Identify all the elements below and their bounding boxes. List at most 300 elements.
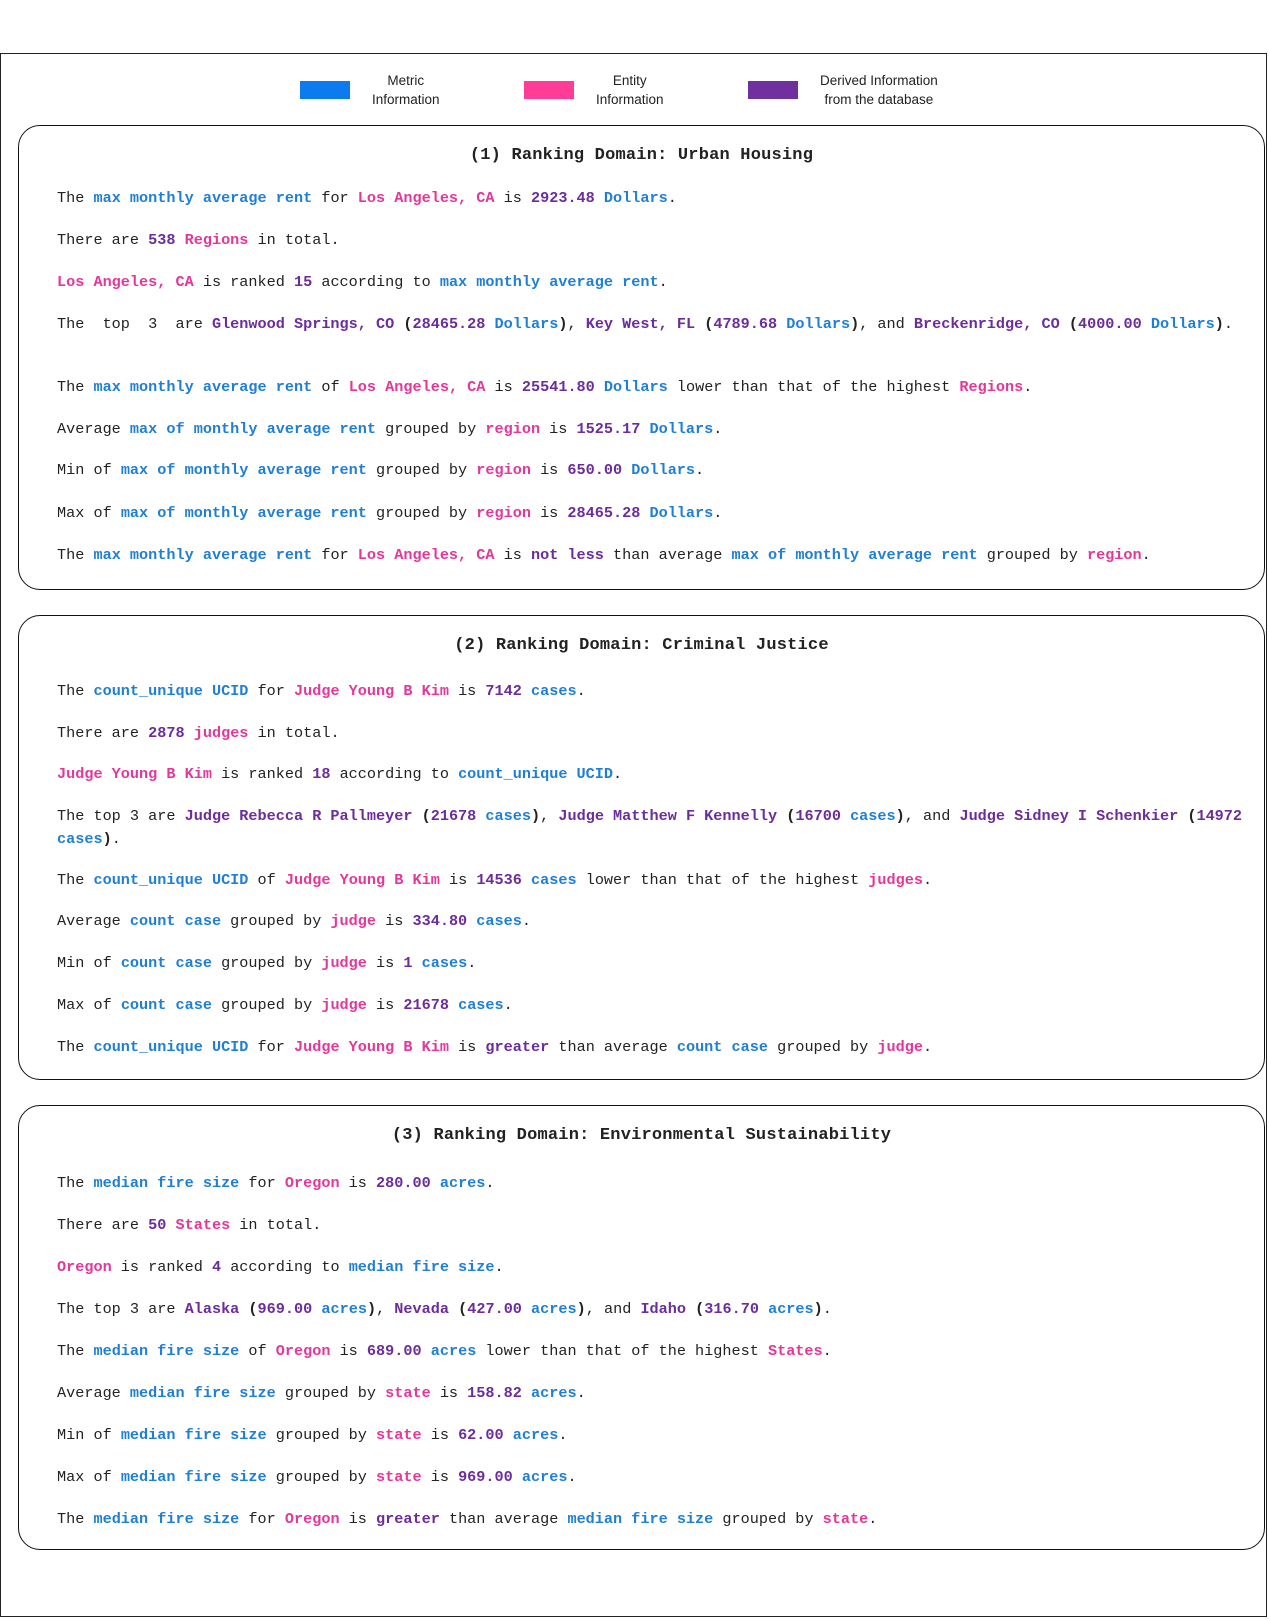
bold-text: ) [895,807,905,825]
plain-text [777,315,786,333]
sentence [57,229,1247,252]
plain-text: is [339,1174,377,1192]
plain-text [777,807,786,825]
bold-text: ( [1187,807,1197,825]
entity-text: Judge Young B Kim [294,682,449,700]
derived-text: 316.70 [704,1300,759,1318]
plain-text: is [330,1342,367,1360]
plain-text: for [248,682,294,700]
panel-title: (1) Ranking Domain: Urban Housing [469,146,814,165]
plain-text: Max of [57,996,121,1014]
bold-text: ) [576,1300,586,1318]
metric-text: max of monthly average rent [120,461,367,479]
metric-text: Dollars [494,315,559,333]
plain-text: grouped by [977,546,1087,564]
entity-text: judge [321,996,367,1014]
bold-text: ) [558,315,568,333]
metric-text: max of monthly average rent [731,546,978,564]
plain-text: is [421,1426,459,1444]
entity-text: Oregon [284,1174,340,1192]
plain-text: . [1023,378,1033,396]
plain-text [449,1300,458,1318]
derived-text: 689.00 [366,1342,422,1360]
plain-text: The [57,189,94,207]
plain-text [522,871,531,889]
entity-text: judge [321,954,367,972]
plain-text: is [494,189,531,207]
legend-item-metric [300,71,440,109]
plain-text [431,1174,440,1192]
entity-text: Judge Young B Kim [284,871,440,889]
metric-text: cases [531,682,577,700]
derived-text: 18 [312,765,331,783]
entity-text: state [822,1510,869,1528]
plain-text [622,461,631,479]
metric-text: Dollars [649,420,714,438]
bold-text: ( [458,1300,468,1318]
sentence [57,502,1247,525]
metric-text: count_unique UCID [93,682,249,700]
plain-text: grouped by [266,1426,377,1444]
plain-text [841,807,850,825]
plain-text: Max of [57,504,121,522]
plain-text: . [613,765,623,783]
plain-text: . [503,996,513,1014]
sentence [57,418,1247,441]
derived-text: Judge Matthew F Kennelly [558,807,778,825]
legend-swatch-derived [748,81,798,99]
sentence [57,1340,1247,1363]
entity-text: Oregon [57,1258,112,1276]
plain-text: . [558,1426,568,1444]
plain-text: The [57,546,94,564]
entity-text: Los Angeles, CA [357,546,495,564]
plain-text [513,1468,522,1486]
derived-text: 1 [403,954,413,972]
sentence [57,680,1247,703]
derived-text: not less [530,546,604,564]
plain-text: grouped by [211,996,322,1014]
entity-text: States [767,1342,823,1360]
derived-text: 538 [148,231,176,249]
plain-text: . [658,273,668,291]
plain-text: for [312,546,358,564]
entity-text: Regions [959,378,1024,396]
metric-text: Dollars [649,504,714,522]
plain-text [759,1300,768,1318]
entity-text: judges [193,724,249,742]
entity-text: judge [877,1038,923,1056]
derived-text: 50 [148,1216,167,1234]
plain-text: grouped by [266,1468,377,1486]
plain-text [1142,315,1151,333]
metric-text: acres [521,1468,568,1486]
metric-text: max monthly average rent [439,273,659,291]
metric-text: count case [129,912,222,930]
plain-text: is ranked [211,765,313,783]
plain-text: The [57,1174,94,1192]
plain-text: for [239,1510,285,1528]
plain-text: . [868,1510,878,1528]
metric-text: cases [57,830,103,848]
entity-text: States [175,1216,231,1234]
plain-text: in total. [248,724,340,742]
sentence [57,544,1247,567]
plain-text: Min of [57,461,121,479]
bold-text: ( [786,807,796,825]
sentence [57,1424,1247,1447]
panel-title: (3) Ranking Domain: Environmental Sustainability [391,1126,892,1145]
plain-text: Min of [57,954,121,972]
derived-text: 14536 [476,871,522,889]
plain-text: is [530,461,568,479]
plain-text: than average [549,1038,677,1056]
entity-text: state [385,1384,431,1402]
plain-text [595,189,604,207]
plain-text: , and [859,315,914,333]
bold-text: ( [248,1300,258,1318]
legend-label-derived-line2: from the database [824,92,934,107]
entity-text: region [476,461,531,479]
metric-text: acres [430,1342,477,1360]
sentence [57,952,1247,975]
bold-text: ( [695,1300,705,1318]
entity-text: Los Angeles, CA [348,378,486,396]
sentence [57,376,1247,399]
sentence [57,1466,1247,1489]
plain-text: . [922,871,933,889]
bold-text: ) [1214,315,1224,333]
entity-text: state [376,1426,422,1444]
bold-text: ) [813,1300,823,1318]
sentence [57,910,1247,933]
metric-text: acres [531,1300,577,1318]
metric-text: median fire size [348,1258,495,1276]
panel-criminal-justice [18,615,1265,1080]
plain-text: Max of [57,1468,121,1486]
plain-text: is ranked [193,273,294,291]
sentence [57,994,1247,1017]
plain-text: Average [57,1384,130,1402]
legend-label-entity-line2: Information [596,92,664,107]
plain-text [695,315,704,333]
plain-text: The top 3 are [57,315,212,333]
metric-text: cases [421,954,468,972]
plain-text: is [439,871,477,889]
plain-text [522,1384,531,1402]
plain-text [686,1300,695,1318]
plain-text [449,996,458,1014]
sentence [57,763,1247,786]
derived-text: greater [376,1510,440,1528]
derived-text: 1525.17 [576,420,641,438]
entity-text: Judge Young B Kim [57,765,212,783]
metric-text: median fire size [120,1468,267,1486]
metric-text: median fire size [120,1426,267,1444]
legend-label-entity-line1: Entity [612,73,647,88]
metric-text: Dollars [1150,315,1215,333]
sentence [57,459,1247,482]
derived-text: 280.00 [376,1174,431,1192]
derived-text: Glenwood Springs, CO [211,315,395,333]
derived-text: 2923.48 [530,189,595,207]
plain-text [185,724,194,742]
plain-text: than average [439,1510,568,1528]
plain-text: The [57,682,94,700]
sentence [57,1298,1247,1321]
plain-text: Average [57,420,130,438]
entity-text: Regions [184,231,249,249]
metric-text: count case [120,996,212,1014]
derived-text: 334.80 [412,912,468,930]
plain-text [394,315,403,333]
plain-text [166,1216,175,1234]
derived-text: greater [485,1038,550,1056]
plain-text: . [822,1300,832,1318]
entity-text: Oregon [284,1510,340,1528]
derived-text: Breckenridge, CO [913,315,1060,333]
derived-text: Key West, FL [585,315,696,333]
entity-text: Judge Young B Kim [294,1038,449,1056]
derived-text: 650.00 [567,461,623,479]
plain-text [504,1426,513,1444]
metric-text: max monthly average rent [93,546,313,564]
plain-text: The top 3 are [57,1300,185,1318]
plain-text: . [521,912,531,930]
plain-text [1178,807,1187,825]
derived-text: 427.00 [467,1300,522,1318]
sentence [57,1382,1247,1405]
plain-text: according to [312,273,440,291]
metric-text: max monthly average rent [93,378,313,396]
plain-text: lower than that of the highest [476,1342,768,1360]
sentence [57,313,1247,336]
plain-text: . [713,504,723,522]
plain-text: grouped by [767,1038,878,1056]
entity-text: region [1086,546,1142,564]
plain-text: The [57,378,94,396]
plain-text: . [713,420,723,438]
plain-text: is [366,954,404,972]
plain-text: grouped by [221,912,331,930]
plain-text: , [540,807,559,825]
plain-text: grouped by [713,1510,823,1528]
legend-swatch-entity [524,81,574,99]
plain-text [467,912,476,930]
bold-text: ) [531,807,541,825]
sentence [57,1508,1247,1531]
plain-text: . [1223,315,1233,333]
bold-text: ) [366,1300,377,1318]
plain-text: is [430,1384,468,1402]
legend-label-metric-line1: Metric [387,73,425,88]
derived-text: 4 [211,1258,222,1276]
plain-text: There are [57,231,149,249]
panel-title: (2) Ranking Domain: Criminal Justice [454,636,829,655]
metric-text: max monthly average rent [93,189,313,207]
metric-text: acres [512,1426,559,1444]
metric-text: median fire size [567,1510,714,1528]
metric-text: count_unique UCID [458,765,614,783]
entity-text: Los Angeles, CA [357,189,495,207]
plain-text [522,1300,531,1318]
derived-text: 14972 [1196,807,1243,825]
legend-swatch-metric [300,81,350,99]
plain-text: . [1141,546,1151,564]
metric-text: median fire size [93,1510,240,1528]
plain-text: is [366,996,404,1014]
plain-text: is [530,504,568,522]
panel-urban-housing [18,125,1265,590]
metric-text: max of monthly average rent [120,504,367,522]
metric-text: acres [321,1300,367,1318]
plain-text: grouped by [366,461,477,479]
plain-text: is [494,546,531,564]
plain-text: grouped by [275,1384,386,1402]
plain-text: . [467,954,477,972]
legend-item-derived [748,71,938,109]
plain-text [413,954,422,972]
derived-text: 21678 [430,807,477,825]
metric-text: cases [476,912,522,930]
derived-text: 28465.28 [412,315,486,333]
entity-text: region [485,420,541,438]
plain-text: according to [221,1258,349,1276]
plain-text: The [57,1510,94,1528]
plain-text: . [922,1038,933,1056]
legend-label-entity [596,71,664,109]
metric-text: count_unique UCID [93,1038,249,1056]
plain-text: . [576,682,586,700]
derived-text: 7142 [485,682,522,700]
plain-text [175,231,184,249]
plain-text [485,315,494,333]
plain-text: according to [330,765,459,783]
bold-text: ) [850,315,860,333]
metric-text: Dollars [603,378,668,396]
derived-text: 15 [293,273,313,291]
plain-text [1242,807,1251,825]
plain-text: . [695,461,705,479]
bold-text: ( [704,315,714,333]
legend-label-metric-line2: Information [372,92,440,107]
metric-text: count_unique UCID [93,871,249,889]
derived-text: Nevada [394,1300,449,1318]
plain-text: The [57,871,94,889]
derived-text: 25541.80 [521,378,595,396]
plain-text: is [485,378,522,396]
bold-text: ( [421,807,431,825]
plain-text [312,1300,321,1318]
derived-text: 969.00 [257,1300,313,1318]
plain-text: The [57,1038,94,1056]
plain-text: lower than that of the highest [667,378,960,396]
plain-text: . [485,1174,495,1192]
plain-text: grouped by [211,954,322,972]
derived-text: 62.00 [458,1426,504,1444]
plain-text: . [494,1258,504,1276]
sentence [57,1172,1247,1195]
plain-text: lower than that of the highest [576,871,869,889]
plain-text: grouped by [376,420,486,438]
plain-text: , and [585,1300,641,1318]
metric-text: median fire size [93,1174,240,1192]
sentence [57,805,1247,851]
derived-text: 4000.00 [1077,315,1142,333]
sentence [57,1036,1247,1059]
entity-text: region [476,504,531,522]
plain-text: for [248,1038,294,1056]
metric-text: Dollars [631,461,696,479]
sentence [57,869,1247,892]
plain-text: . [567,1468,577,1486]
plain-text: . [111,830,121,848]
plain-text: . [576,1384,586,1402]
metric-text: cases [458,996,504,1014]
plain-text: in total. [248,231,340,249]
derived-text: 158.82 [467,1384,522,1402]
metric-text: count case [120,954,212,972]
sentence [57,187,1247,210]
metric-text: count case [676,1038,768,1056]
derived-text: 21678 [403,996,449,1014]
metric-text: acres [439,1174,486,1192]
plain-text: is ranked [111,1258,212,1276]
plain-text: is [448,682,486,700]
derived-text: Alaska [184,1300,240,1318]
derived-text: 4789.68 [713,315,778,333]
metric-text: cases [531,871,577,889]
plain-text [522,682,531,700]
derived-text: 28465.28 [567,504,641,522]
panel-environmental-sustainability [18,1105,1265,1550]
derived-text: Idaho [640,1300,687,1318]
plain-text: There are [57,1216,149,1234]
plain-text: is [421,1468,459,1486]
metric-text: Dollars [603,189,668,207]
plain-text: for [312,189,358,207]
legend-label-derived-line1: Derived Information [820,73,938,88]
metric-text: Dollars [786,315,851,333]
metric-text: acres [768,1300,814,1318]
plain-text [1060,315,1069,333]
sentence [57,271,1247,294]
plain-text: of [239,1342,276,1360]
plain-text [595,378,604,396]
legend-label-derived [820,71,938,109]
sentence [57,1256,1247,1279]
sentence [57,722,1247,745]
plain-text: is [339,1510,377,1528]
metric-text: cases [850,807,896,825]
legend-label-metric [372,71,440,109]
sentence [57,1214,1247,1237]
legend-item-entity [524,71,664,109]
plain-text [422,1342,431,1360]
plain-text: . [822,1342,832,1360]
bold-text: ( [403,315,413,333]
derived-text: Judge Sidney I Schenkier [959,807,1179,825]
plain-text: for [239,1174,285,1192]
plain-text: grouped by [366,504,477,522]
entity-text: judges [868,871,923,889]
entity-text: Oregon [275,1342,331,1360]
plain-text: is [448,1038,486,1056]
plain-text: of [248,871,285,889]
bold-text: ) [102,830,112,848]
plain-text: is [376,912,413,930]
plain-text: of [312,378,349,396]
